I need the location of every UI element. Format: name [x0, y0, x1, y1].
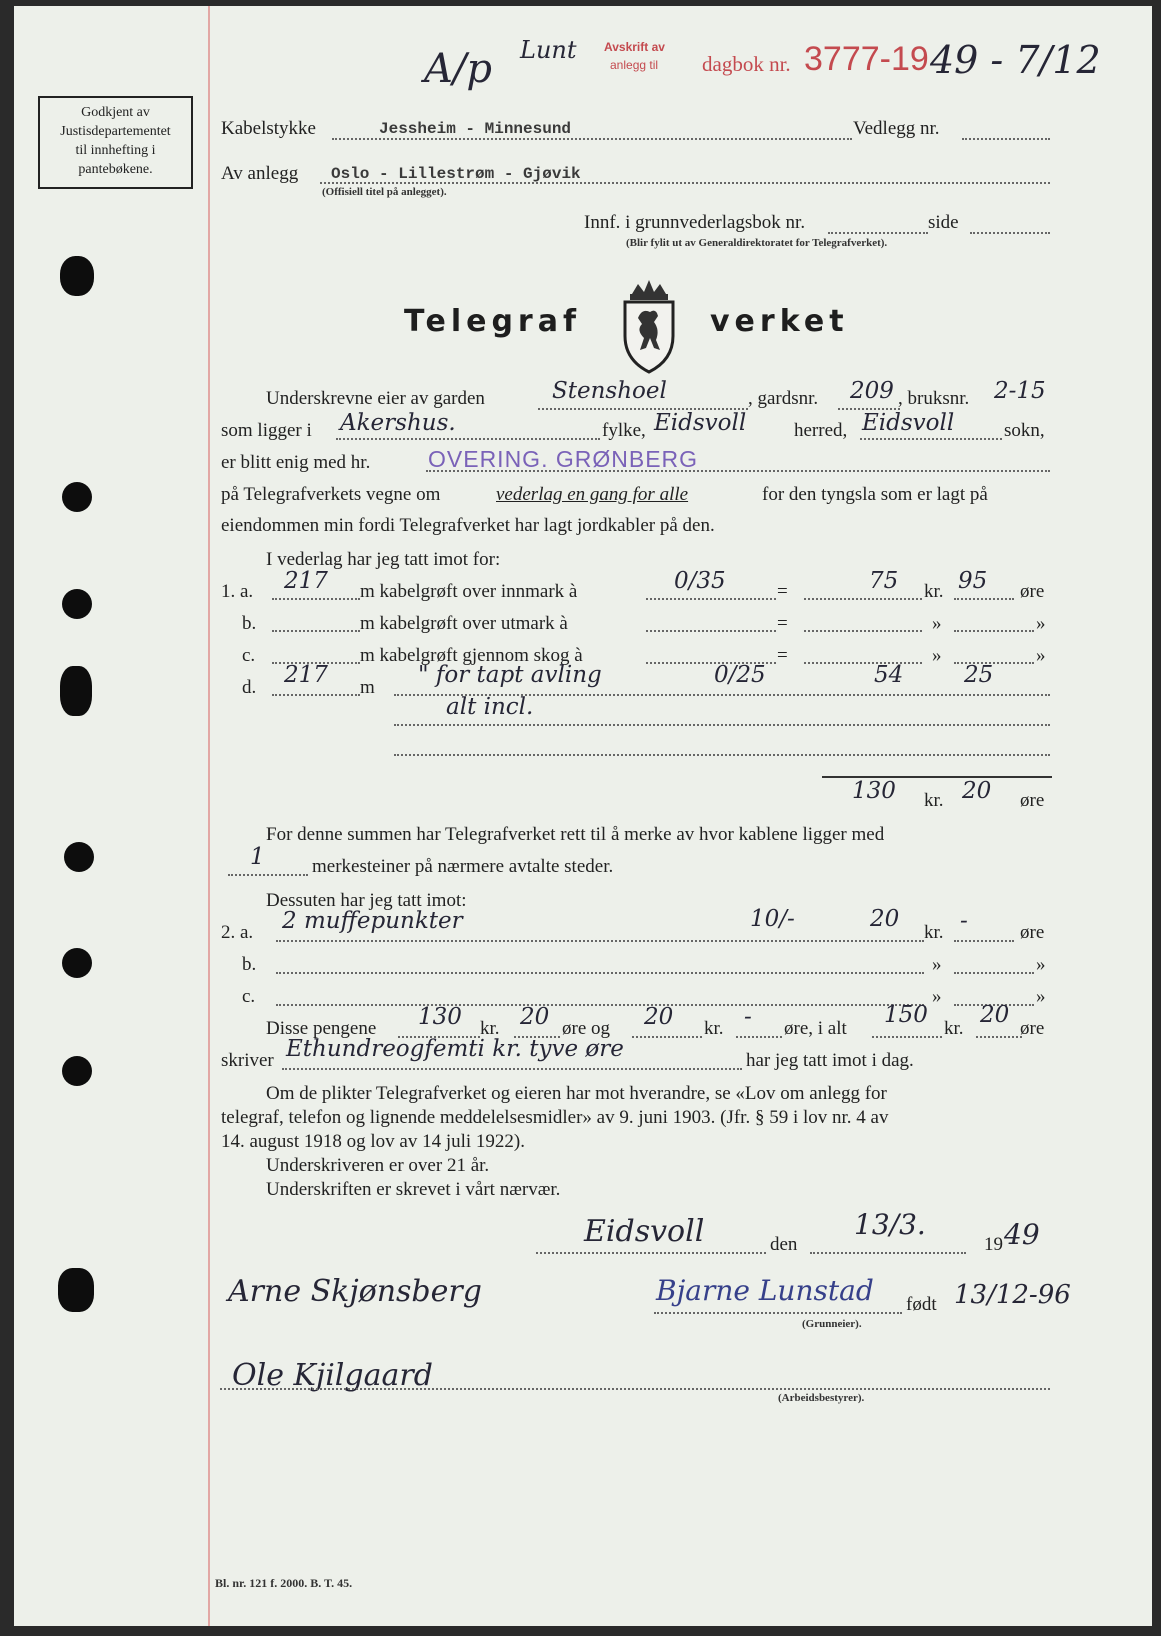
- row-1a-ore: 95: [958, 568, 988, 594]
- row-2a-rule: [276, 940, 924, 942]
- blank-rule-1: [394, 754, 1050, 756]
- markers-text-2: merkesteiner på nærmere avtalte steder.: [312, 856, 614, 877]
- row-1b-ore-rule: [954, 630, 1034, 632]
- row-1c-eq: =: [777, 645, 788, 666]
- approval-line: pantebøkene.: [78, 162, 153, 177]
- amount-in-words: Ethundreogfemti kr. tyve øre: [286, 1036, 624, 1062]
- row-1d-num: d.: [242, 677, 257, 698]
- row-2a-rate: 10/-: [750, 906, 795, 932]
- punch-hole: [60, 256, 94, 296]
- owner-text-3: , bruksnr.: [898, 388, 970, 409]
- row-1b-text: m kabelgrøft over utmark à: [360, 613, 568, 634]
- row-1a-kr-label: kr.: [924, 581, 944, 602]
- date-rule: [810, 1252, 966, 1254]
- row-1a-eq: =: [777, 581, 788, 602]
- fylke-rule: [336, 438, 600, 440]
- agent-stamp: OVERING. GRØNBERG: [428, 446, 699, 472]
- law-line-1: Om de plikter Telegrafverket og eieren har mot hverandre, se «Lov om anlegg for: [266, 1083, 887, 1104]
- row-1a-num: 1. a.: [221, 581, 254, 602]
- row-1a-ore-rule: [954, 598, 1014, 600]
- total-ore-label: øre: [1020, 790, 1045, 811]
- approval-line: Justisdepartementet: [60, 124, 171, 139]
- date-year: 49: [1004, 1218, 1040, 1251]
- row-1d-ore: 25: [964, 662, 994, 688]
- sum-ore-3: øre: [1020, 1018, 1045, 1039]
- fylke-value: Akershus.: [340, 410, 456, 436]
- row-2a-kr: 20: [870, 906, 900, 932]
- approval-line: Godkjent av: [81, 105, 150, 120]
- sum-b-ore: -: [744, 1004, 752, 1030]
- row-1a-kr-rule: [804, 598, 922, 600]
- sum-b-kr: 20: [644, 1004, 674, 1030]
- punch-hole: [62, 1056, 92, 1086]
- kabelstykke-label: Kabelstykke: [221, 118, 316, 139]
- row-1b-num: b.: [242, 613, 257, 634]
- row-1b-eq: =: [777, 613, 788, 634]
- section2-intro: Dessuten har jeg tatt imot:: [266, 890, 467, 911]
- extra-note-rule: [394, 724, 1050, 726]
- row-1a-text: m kabelgrøft over innmark à: [360, 581, 578, 602]
- row-1d-qty: 217: [284, 662, 328, 688]
- witness-signature-1: Arne Skjønsberg: [228, 1274, 482, 1309]
- sokn-rule: [860, 438, 1002, 440]
- vedlegg-rule: [962, 138, 1050, 140]
- stamp-journal: dagbok nr.: [702, 52, 791, 76]
- agent-rule: [426, 470, 1050, 472]
- sum-text-1: Disse pengene: [266, 1018, 377, 1039]
- birth-date: 13/12-96: [954, 1280, 1071, 1310]
- sum-kr-2: kr.: [704, 1018, 724, 1039]
- row-1c-text: m kabelgrøft gjennom skog à: [360, 645, 583, 666]
- row-2a-desc: 2 muffepunkter: [282, 908, 463, 934]
- kabelstykke-rule: [332, 138, 852, 140]
- row-2a-kr-label: kr.: [924, 922, 944, 943]
- stamp-suffix: 49 - 7/12: [930, 38, 1101, 82]
- stamp-name: Lunt: [520, 36, 577, 64]
- row-2c-num: c.: [242, 986, 256, 1007]
- row-1d-desc: " for tapt avling: [418, 662, 602, 688]
- title-left: Telegraf: [404, 304, 582, 339]
- row-1a-ore-label: øre: [1020, 581, 1045, 602]
- stamp-initials: A/p: [424, 46, 492, 92]
- row-2b-ore-rule: [954, 972, 1034, 974]
- row-2b-rule: [276, 972, 924, 974]
- row-2c-kr-label: »: [932, 986, 942, 1007]
- approval-line: til innhefting i: [75, 143, 156, 158]
- row-2a-ore-rule: [954, 940, 1014, 942]
- av-anlegg-label: Av anlegg: [221, 163, 299, 184]
- sum-ore-2: øre, i alt: [784, 1018, 847, 1039]
- arbeidsbestyrer-label: (Arbeidsbestyrer).: [778, 1392, 865, 1404]
- row-1b-ore-label: »: [1036, 613, 1046, 634]
- law-line-2: telegraf, telefon og lignende meddelelsesmidler» av 9. juni 1903. (Jfr. § 59 i lov nr. 4 av: [221, 1107, 889, 1128]
- av-anlegg-value: Oslo - Lillestrøm - Gjøvik: [331, 165, 581, 183]
- row-1a-rate: 0/35: [674, 568, 726, 594]
- owner-text-4: som ligger i: [221, 420, 312, 441]
- total-ore: 20: [962, 778, 992, 804]
- total-kr: 130: [852, 778, 896, 804]
- owner-signature-rule: [654, 1312, 902, 1314]
- garden-value: Stenshoel: [552, 378, 667, 404]
- owner-text-5: fylke,: [602, 420, 646, 441]
- stamp-number: 3777-19: [804, 40, 929, 78]
- sum-c-ore-rule: [976, 1036, 1022, 1038]
- row-1b-rate-rule: [646, 630, 776, 632]
- innf-label: Innf. i grunnvederlagsbok nr.: [584, 212, 806, 233]
- owner-text-10: eiendommen min fordi Telegrafverket har lagt jordkabler på den.: [221, 515, 715, 536]
- row-1c-num: c.: [242, 645, 256, 666]
- innf-rule: [828, 232, 928, 234]
- row-2b-kr-label: »: [932, 954, 942, 975]
- margin-rule: [208, 6, 210, 1626]
- sum-b-kr-rule: [632, 1036, 702, 1038]
- owner-text-8: er blitt enig med hr.: [221, 452, 371, 473]
- punch-hole: [64, 842, 94, 872]
- law-line-4: Underskriveren er over 21 år.: [266, 1155, 490, 1176]
- amount-in-words-rule: [282, 1068, 742, 1070]
- sum-c-ore: 20: [980, 1002, 1010, 1028]
- row-1d-text: m: [360, 677, 375, 698]
- row-1c-kr-rule: [804, 662, 922, 664]
- document-page: [14, 6, 1152, 1626]
- coat-of-arms-icon: [620, 278, 678, 374]
- punch-hole: [62, 482, 92, 512]
- owner-text-6: herred,: [794, 420, 848, 441]
- date-value: 13/3.: [854, 1208, 926, 1241]
- punch-hole: [62, 948, 92, 978]
- law-line-3: 14. august 1918 og lov av 14 juli 1922).: [221, 1131, 525, 1152]
- owner-text-7: sokn,: [1004, 420, 1045, 441]
- section1-intro: I vederlag har jeg tatt imot for:: [266, 549, 501, 570]
- markers-count: 1: [250, 844, 265, 870]
- approval-box: [38, 96, 193, 189]
- row-2a-ore-label: øre: [1020, 922, 1045, 943]
- innf-note: (Blir fylit ut av Generaldirektoratet for Telegrafverket).: [626, 237, 888, 249]
- sum-b-ore-rule: [736, 1036, 782, 1038]
- row-2a-ore: -: [960, 908, 968, 934]
- markers-text-1: For denne summen har Telegrafverket rett til å merke av hvor kablene ligger med: [266, 824, 885, 845]
- av-anlegg-rule: [320, 182, 1050, 184]
- row-1b-qty-rule: [272, 630, 360, 632]
- bruksnr-value: 2-15: [994, 378, 1046, 404]
- sum-a-kr: 130: [418, 1004, 462, 1030]
- vedlegg-label: Vedlegg nr.: [853, 118, 940, 139]
- punch-hole: [60, 666, 92, 716]
- row-2b-num: b.: [242, 954, 257, 975]
- date-den: den: [770, 1234, 798, 1255]
- row-2a-num: 2. a.: [221, 922, 254, 943]
- row-1c-kr-label: »: [932, 645, 942, 666]
- official-title-note: (Offisiell titel på anlegget).: [322, 186, 447, 198]
- row-1b-kr-rule: [804, 630, 922, 632]
- row-2c-ore-label: »: [1036, 986, 1046, 1007]
- side-label: side: [928, 212, 959, 233]
- herred-value: Eidsvoll: [654, 410, 747, 436]
- row-1a-qty-rule: [272, 598, 360, 600]
- owner-text-9c: for den tyngsla som er lagt på: [762, 484, 988, 505]
- punch-hole: [62, 589, 92, 619]
- side-rule: [970, 232, 1050, 234]
- sum-a-ore: 20: [520, 1004, 550, 1030]
- words-text-1: skriver: [221, 1050, 274, 1071]
- row-1a-kr: 75: [869, 568, 899, 594]
- row-1d-kr: 54: [874, 662, 904, 688]
- row-2c-rule: [276, 1004, 924, 1006]
- stamp-line1: Avskrift av: [604, 40, 665, 54]
- stamp-line2: anlegg til: [610, 58, 659, 72]
- owner-text-1: Underskrevne eier av garden: [266, 388, 485, 409]
- grunneier-label: (Grunneier).: [802, 1318, 862, 1330]
- date-place-rule: [536, 1252, 766, 1254]
- words-text-2: har jeg tatt imot i dag.: [746, 1050, 914, 1071]
- arbeidsbestyrer-rule: [220, 1388, 1050, 1390]
- row-2b-ore-label: »: [1036, 954, 1046, 975]
- sum-ore-1: øre og: [562, 1018, 611, 1039]
- total-kr-label: kr.: [924, 790, 944, 811]
- row-1a-qty: 217: [284, 568, 328, 594]
- sokn-value: Eidsvoll: [862, 410, 955, 436]
- title-right: verket: [710, 304, 849, 339]
- law-line-5: Underskriften er skrevet i vårt nærvær.: [266, 1179, 561, 1200]
- date-place: Eidsvoll: [584, 1214, 705, 1249]
- date-year-prefix: 19: [984, 1234, 1003, 1255]
- owner-signature: Bjarne Lunstad: [656, 1274, 874, 1307]
- row-1d-rate: 0/25: [714, 662, 766, 688]
- owner-text-9a: på Telegrafverkets vegne om: [221, 484, 441, 505]
- row-1a-rate-rule: [646, 598, 776, 600]
- sum-kr-3: kr.: [944, 1018, 964, 1039]
- extra-note: alt incl.: [446, 694, 534, 720]
- witness-signature-2: Ole Kjilgaard: [232, 1358, 433, 1393]
- owner-text-9b: vederlag en gang for alle: [496, 484, 689, 505]
- markers-count-rule: [228, 874, 308, 876]
- sum-kr-1: kr.: [480, 1018, 500, 1039]
- owner-text-2: , gardsnr.: [748, 388, 819, 409]
- row-1b-kr-label: »: [932, 613, 942, 634]
- gardsnr-value: 209: [850, 378, 894, 404]
- row-1d-qty-rule: [272, 694, 360, 696]
- form-number: Bl. nr. 121 f. 2000. B. T. 45.: [215, 1576, 353, 1590]
- row-1c-ore-label: »: [1036, 645, 1046, 666]
- sum-c-kr: 150: [884, 1002, 928, 1028]
- sum-c-kr-rule: [872, 1036, 942, 1038]
- fodt-label: født: [906, 1294, 937, 1315]
- punch-hole: [58, 1268, 94, 1312]
- kabelstykke-value: Jessheim - Minnesund: [379, 120, 572, 138]
